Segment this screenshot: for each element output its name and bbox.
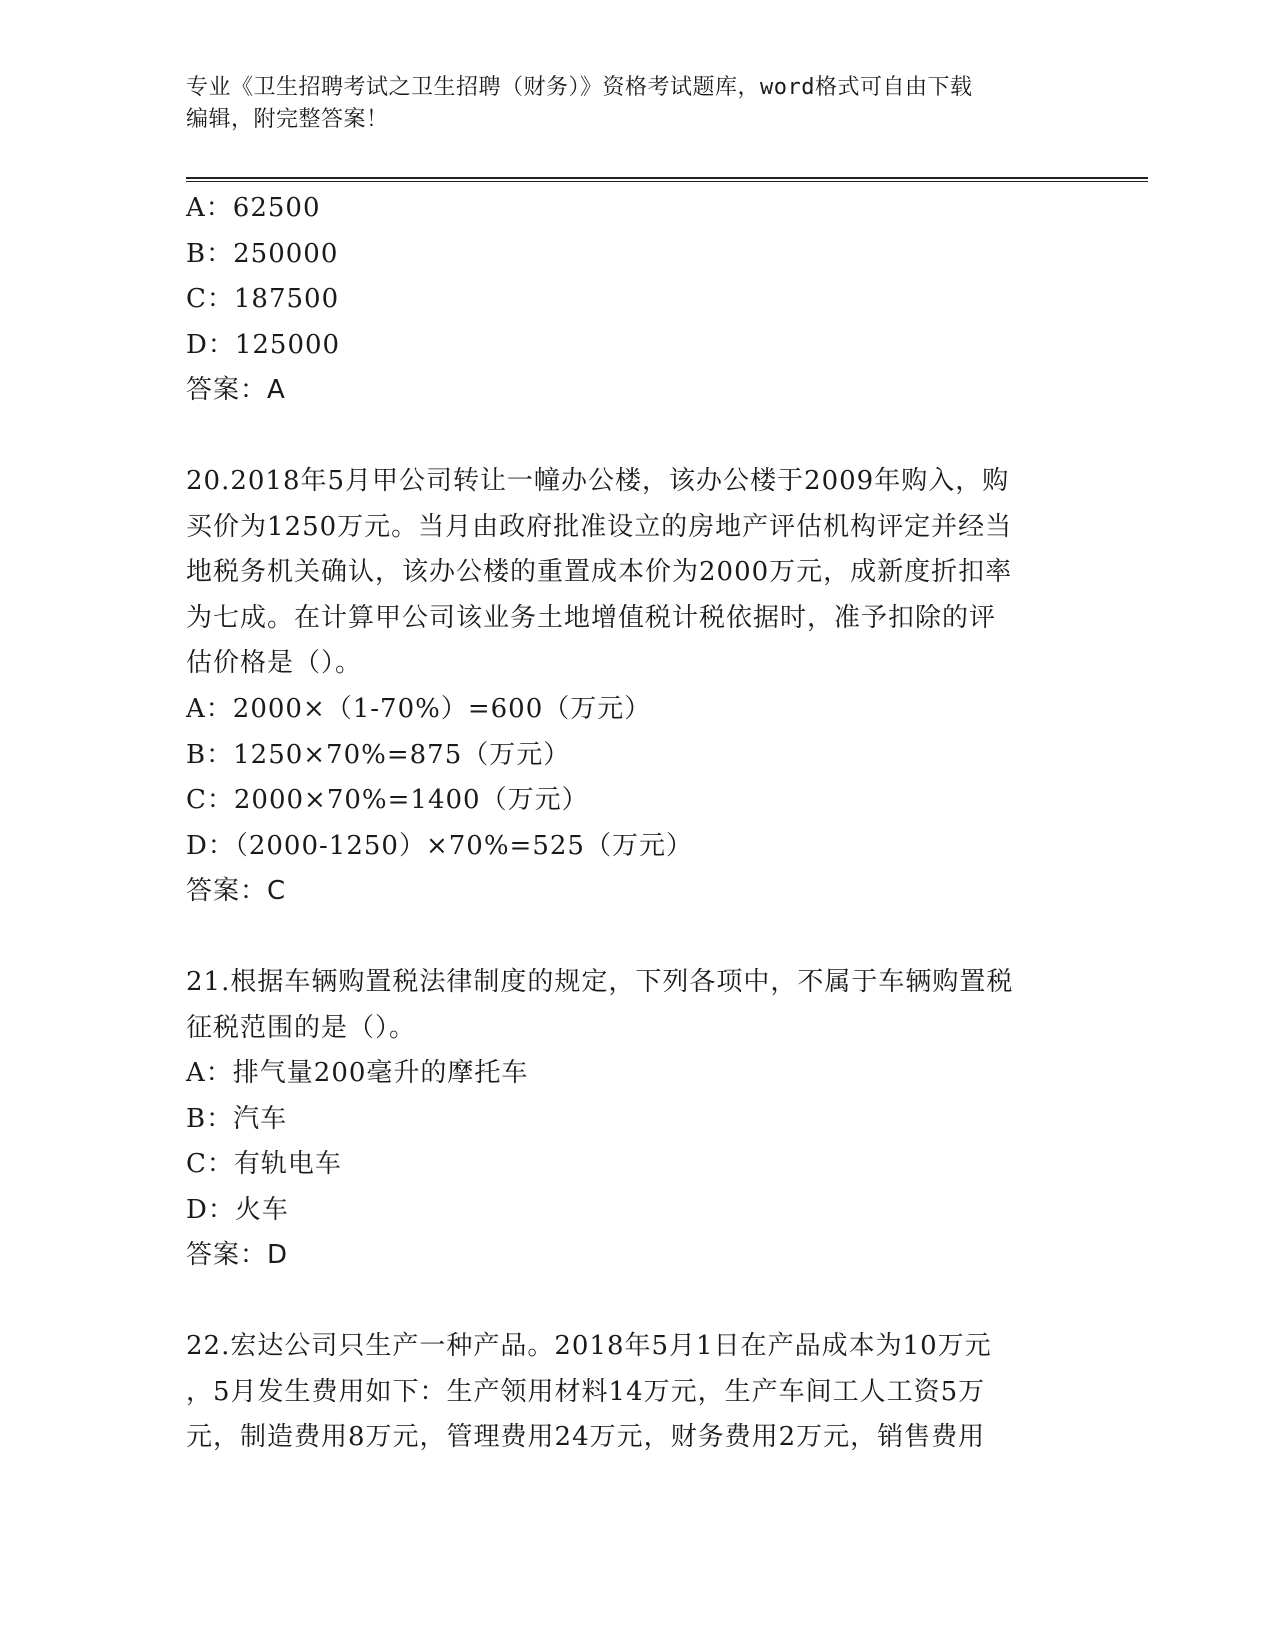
- answer-line: 答案：D: [186, 1240, 289, 1271]
- question-stem-line: 征税范围的是（）。: [186, 1012, 417, 1043]
- answer-line: 答案：C: [186, 876, 287, 907]
- header-divider-thick: [186, 177, 1148, 179]
- header-divider-thin: [186, 181, 1148, 182]
- option-a: A：排气量200毫升的摩托车: [186, 1058, 529, 1089]
- question-stem-line: 地税务机关确认，该办公楼的重置成本价为2000万元，成新度折扣率: [186, 557, 1013, 588]
- question-22-block: [186, 1324, 1066, 1461]
- spacer: [186, 414, 1066, 459]
- question-19-block: [186, 186, 1066, 414]
- header-title-line-1: 专业《卫生招聘考试之卫生招聘（财务）》资格考试题库，word格式可自由下载: [186, 75, 973, 100]
- option-c: C：有轨电车: [186, 1149, 342, 1180]
- option-c: C：187500: [186, 284, 340, 315]
- question-stem-line: 估价格是（）。: [186, 648, 363, 679]
- document-header: [186, 72, 1086, 136]
- option-c: C：2000×70%=1400（万元）: [186, 785, 589, 816]
- question-21-block: [186, 960, 1066, 1279]
- question-20-block: [186, 459, 1066, 915]
- question-content: [186, 186, 1066, 1461]
- spacer: [186, 1279, 1066, 1324]
- answer-line: 答案：A: [186, 375, 286, 406]
- option-a: A：62500: [186, 193, 321, 223]
- spacer: [186, 915, 1066, 960]
- option-b: B：250000: [186, 238, 339, 269]
- option-d: D：（2000-1250）×70%=525（万元）: [186, 830, 693, 861]
- question-stem-line: 22.宏达公司只生产一种产品。2018年5月1日在产品成本为10万元: [186, 1331, 992, 1362]
- question-stem-line: 为七成。在计算甲公司该业务土地增值税计税依据时，准予扣除的评: [186, 602, 997, 633]
- header-title-line-2: 编辑，附完整答案！: [186, 107, 389, 132]
- question-stem-line: ，5月发生费用如下：生产领用材料14万元，生产车间工人工资5万: [186, 1376, 986, 1407]
- option-b: B：汽车: [186, 1103, 288, 1134]
- option-a: A：2000×（1-70%）=600（万元）: [186, 693, 652, 724]
- question-stem-line: 买价为1250万元。当月由政府批准设立的房地产评估机构评定并经当: [186, 511, 1013, 542]
- option-d: D：125000: [186, 329, 341, 360]
- option-d: D：火车: [186, 1194, 289, 1225]
- option-b: B：1250×70%=875（万元）: [186, 739, 571, 770]
- question-stem-line: 元，制造费用8万元，管理费用24万元，财务费用2万元，销售费用: [186, 1422, 986, 1453]
- question-stem-line: 20.2018年5月甲公司转让一幢办公楼，该办公楼于2009年购入，购: [186, 465, 1010, 496]
- question-stem-line: 21.根据车辆购置税法律制度的规定，下列各项中，不属于车辆购置税: [186, 966, 1014, 997]
